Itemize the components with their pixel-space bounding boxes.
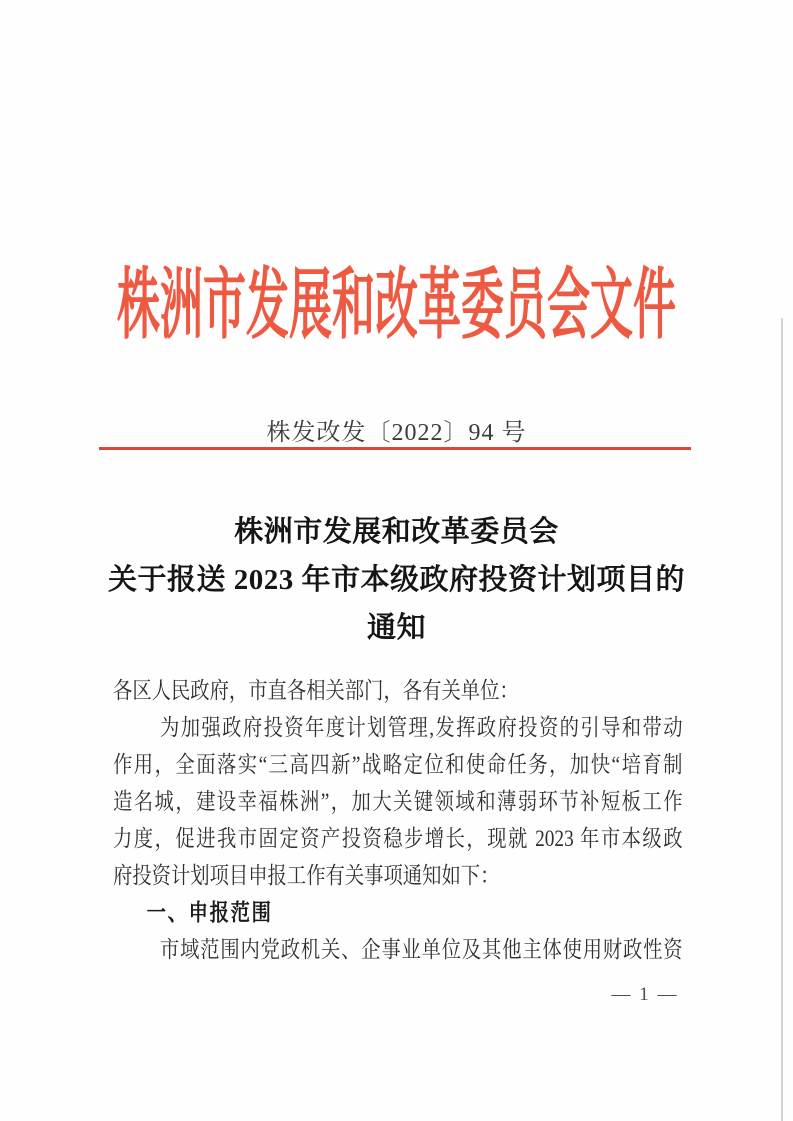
- title-line-1: 株洲市发展和改革委员会: [234, 516, 559, 548]
- title-line-3: 通知: [366, 612, 426, 644]
- salutation-line: 各区人民政府，市直各相关部门，各有关单位：: [113, 678, 519, 703]
- body-text: [113, 672, 683, 968]
- red-separator-rule: [99, 447, 691, 450]
- body-line: 造名城，建设幸福株洲”，加大关键领域和薄弱环节补短板工作: [113, 789, 683, 814]
- document-title: [0, 508, 793, 652]
- section-heading: 一、申报范围: [146, 899, 273, 925]
- page-number: — 1 —: [611, 984, 679, 1005]
- body-line: 作用，全面落实“三高四新”战略定位和使命任务，加快“培育制: [113, 752, 683, 777]
- body-line: 为加强政府投资年度计划管理,发挥政府投资的引导和带动: [160, 715, 683, 740]
- body-line: 力度，促进我市固定资产投资稳步增长，现就 2023 年市本级政: [113, 826, 683, 851]
- document-number: 株发改发〔2022〕94 号: [266, 420, 527, 446]
- scan-artifact-line: [781, 318, 783, 1121]
- issuer-banner: 株洲市发展和改革委员会文件: [117, 264, 676, 349]
- title-line-2: 关于报送 2023 年市本级政府投资计划项目的: [107, 564, 685, 596]
- body-line: 府投资计划项目申报工作有关事项通知如下：: [113, 863, 500, 888]
- body-line: 市域范围内党政机关、企事业单位及其他主体使用财政性资: [160, 937, 683, 962]
